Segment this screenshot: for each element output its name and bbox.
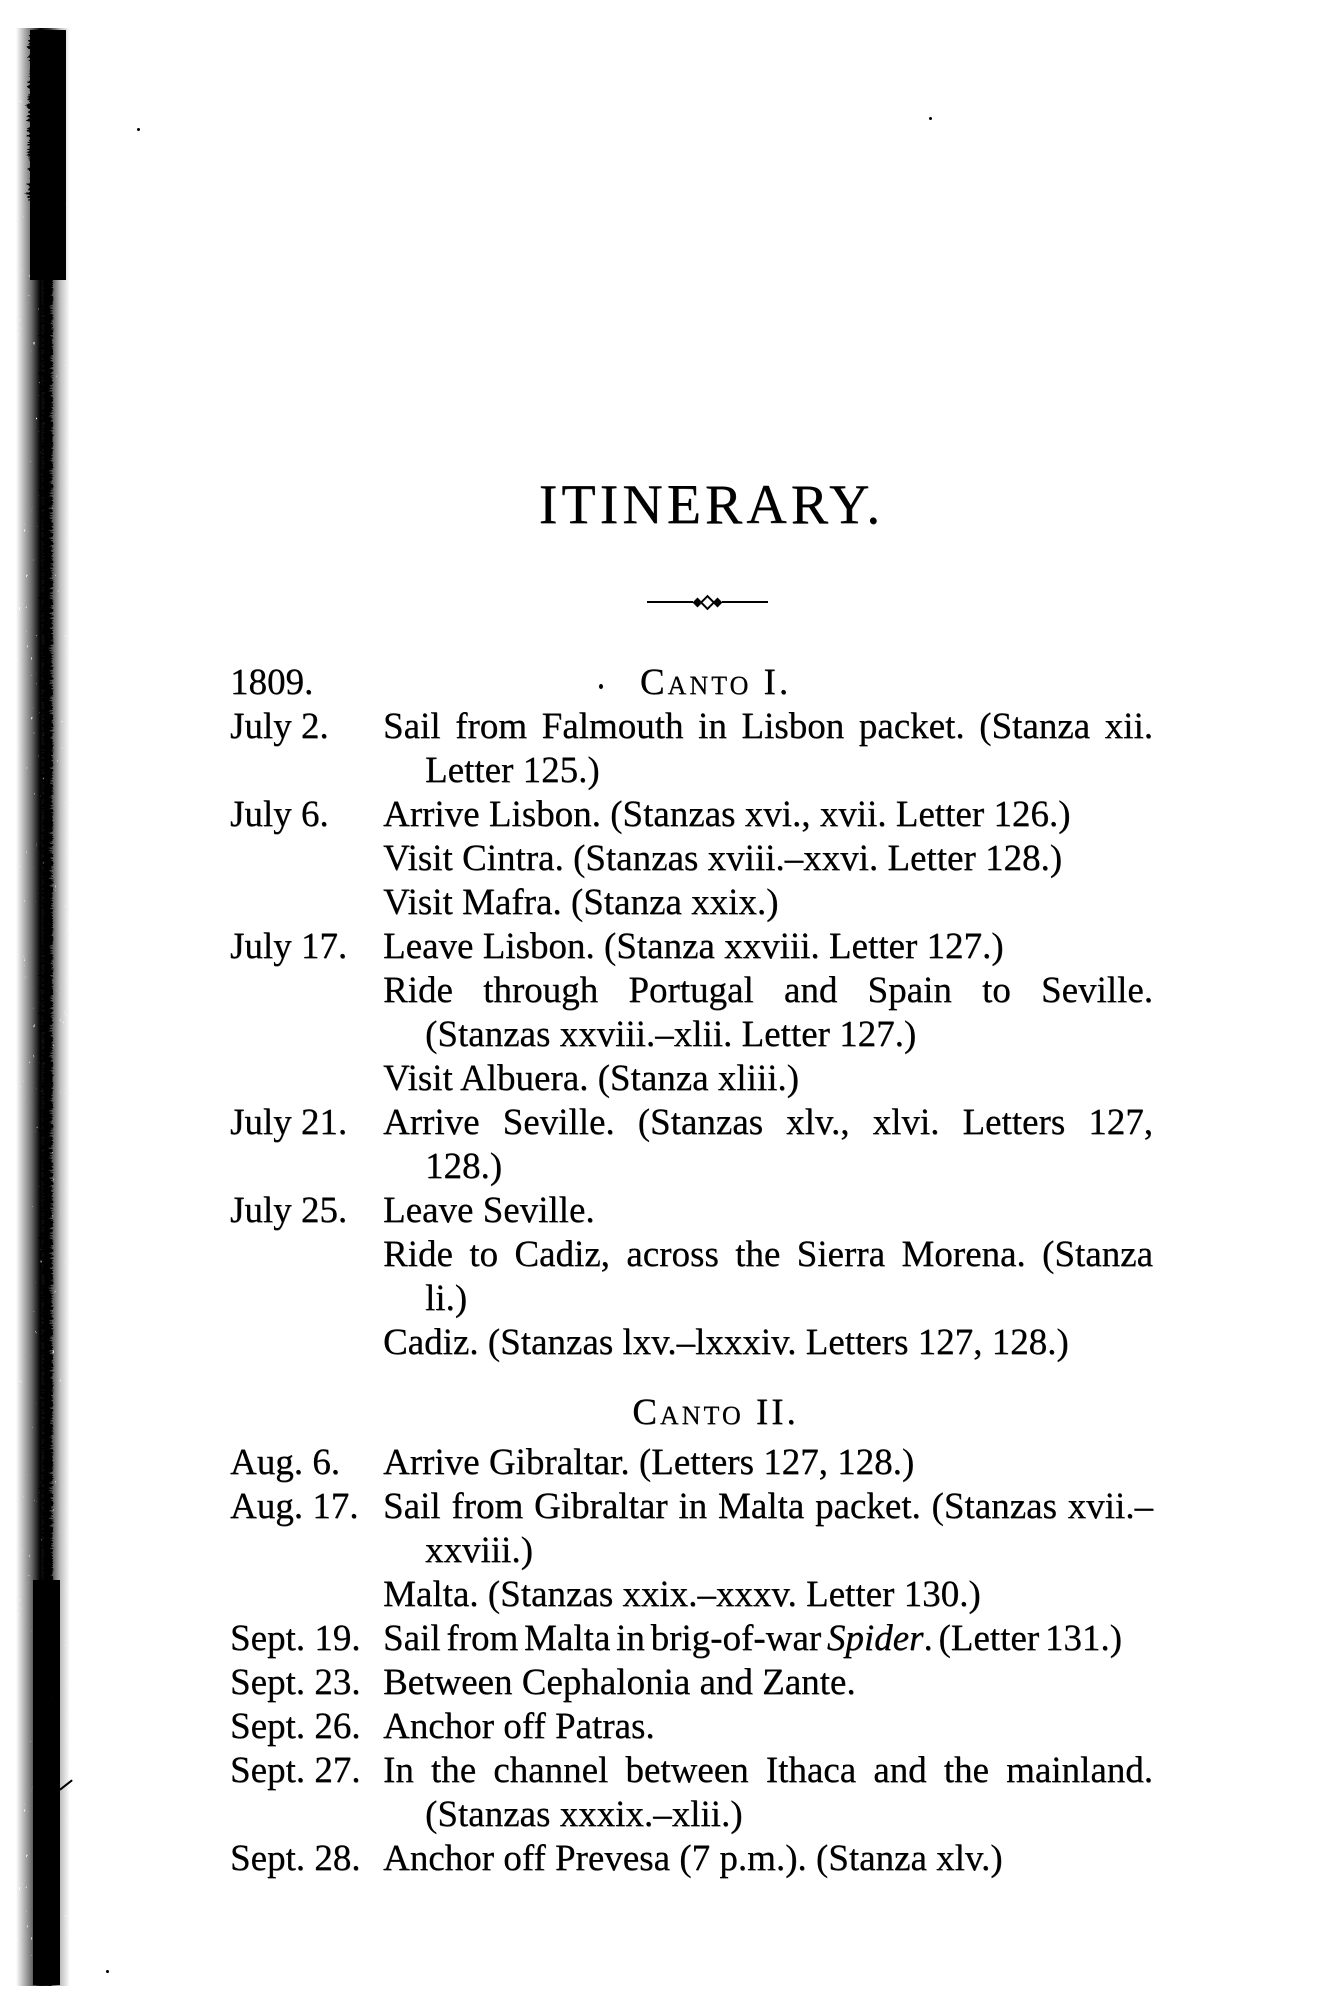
entry-date: July 6. [230,794,329,835]
itinerary-entry [230,793,1153,925]
ornament-divider [246,594,1169,610]
text-segment: Ride through Portugal and Spain to Seville. (Stanzas xxviii.–xlii. Letter 127.) [383,970,1153,1055]
entry-text [383,1101,1153,1189]
diamond-icon [713,597,723,607]
entry-items [383,1189,1153,1365]
entry-items [383,925,1153,1101]
text-segment: Arrive Gibraltar. (Letters 127, 128.) [383,1442,915,1483]
itinerary-entry [230,705,1153,793]
itinerary-entry [230,1189,1153,1365]
entry-text [383,837,1153,881]
entry-items [383,705,1153,793]
text-segment: Malta. (Stanzas xxix.–xxxv. Letter 130.) [383,1574,981,1615]
itinerary-entry [230,1705,1153,1749]
scan-speck [137,128,140,131]
text-segment: Arrive Seville. (Stanzas xlv., xlvi. Letters 127, 128.) [383,1102,1153,1187]
entry-text [383,925,1153,969]
canto-heading: Canto II. [632,1392,799,1433]
scan-gutter-noise [0,0,95,2013]
text-segment: Ride to Cadiz, across the Sierra Morena. (Stanza li.) [383,1234,1153,1319]
scan-speck [106,1970,109,1973]
entry-date: Sept. 23. [230,1662,361,1703]
text-segment: Leave Lisbon. (Stanza xxviii. Letter 127.) [383,926,1004,967]
entry-date: July 25. [230,1190,348,1231]
entry-text [383,793,1153,837]
itinerary-entry [230,925,1153,1101]
entry-date: Aug. 17. [230,1486,359,1527]
itinerary-sections [230,661,1153,1881]
entry-text [383,881,1153,925]
canto-heading-row [230,661,1153,705]
itinerary-entry [230,1661,1153,1705]
entry-text [383,1057,1153,1101]
text-block [230,0,1153,1881]
entry-text [383,1749,1153,1837]
entry-date: Sept. 27. [230,1750,361,1791]
entry-items [383,793,1153,925]
year-label: 1809. [230,662,314,703]
entry-text [383,1485,1153,1573]
entry-date: July 21. [230,1102,348,1143]
entry-items [383,1441,1153,1485]
entry-items [383,1101,1153,1189]
rule-line [647,601,693,604]
entry-text [383,1661,1153,1705]
entry-text [383,969,1153,1057]
text-segment: . (Letter 131.) [923,1618,1122,1659]
canto-heading: Canto I. [639,662,792,703]
entry-date: Sept. 28. [230,1838,361,1879]
entry-items [383,1837,1153,1881]
italic-text: Spider [826,1618,924,1659]
text-segment: Anchor off Patras. [383,1706,655,1747]
entry-text [383,705,1153,793]
itinerary-entry [230,1617,1153,1661]
entry-date: Sept. 19. [230,1618,361,1659]
itinerary-entry [230,1749,1153,1837]
canto-heading-row [230,1391,1153,1435]
entry-text [383,1321,1153,1365]
text-segment: Between Cephalonia and Zante. [383,1662,856,1703]
text-segment: Leave Seville. [383,1190,595,1231]
entry-date: July 17. [230,926,348,967]
text-segment: Sail from Falmouth in Lisbon packet. (Stanza xii. Letter 125.) [383,706,1153,791]
rule-line [722,601,768,604]
page-title: ITINERARY. [538,474,885,536]
text-segment: Sail from Gibraltar in Malta packet. (Stanzas xvii.–xxviii.) [383,1486,1153,1571]
entry-text [383,1573,1153,1617]
entry-text [383,1233,1153,1321]
itinerary-entry [230,1485,1153,1617]
entry-items [383,1485,1153,1617]
entry-date: July 2. [230,706,329,747]
text-segment: Arrive Lisbon. (Stanzas xvi., xvii. Letter 126.) [383,794,1071,835]
entry-items [383,1617,1153,1661]
itinerary-entry [230,1101,1153,1189]
itinerary-entry [230,1441,1153,1485]
entry-text [383,1837,1153,1881]
entry-text [383,1441,1153,1485]
text-segment: Cadiz. (Stanzas lxv.–lxxxiv. Letters 127, 128.) [383,1322,1069,1363]
text-segment: Anchor off Prevesa (7 p.m.). (Stanza xlv.) [383,1838,1003,1879]
entry-text [383,1189,1153,1233]
text-segment: Sail from Malta in brig-of-war [383,1618,827,1659]
text-segment: Visit Mafra. (Stanza xxix.) [383,882,779,923]
text-segment: Visit Cintra. (Stanzas xviii.–xxvi. Letter 128.) [383,838,1063,879]
itinerary-entry [230,1837,1153,1881]
entry-text [383,1617,1153,1661]
text-segment: In the channel between Ithaca and the mainland. (Stanzas xxxix.–xlii.) [383,1750,1153,1835]
entry-date: Aug. 6. [230,1442,340,1483]
entry-text [383,1705,1153,1749]
entry-items [383,1705,1153,1749]
text-segment: Visit Albuera. (Stanza xliii.) [383,1058,799,1099]
entry-items [383,1749,1153,1837]
entry-items [383,1661,1153,1705]
entry-date: Sept. 26. [230,1706,361,1747]
